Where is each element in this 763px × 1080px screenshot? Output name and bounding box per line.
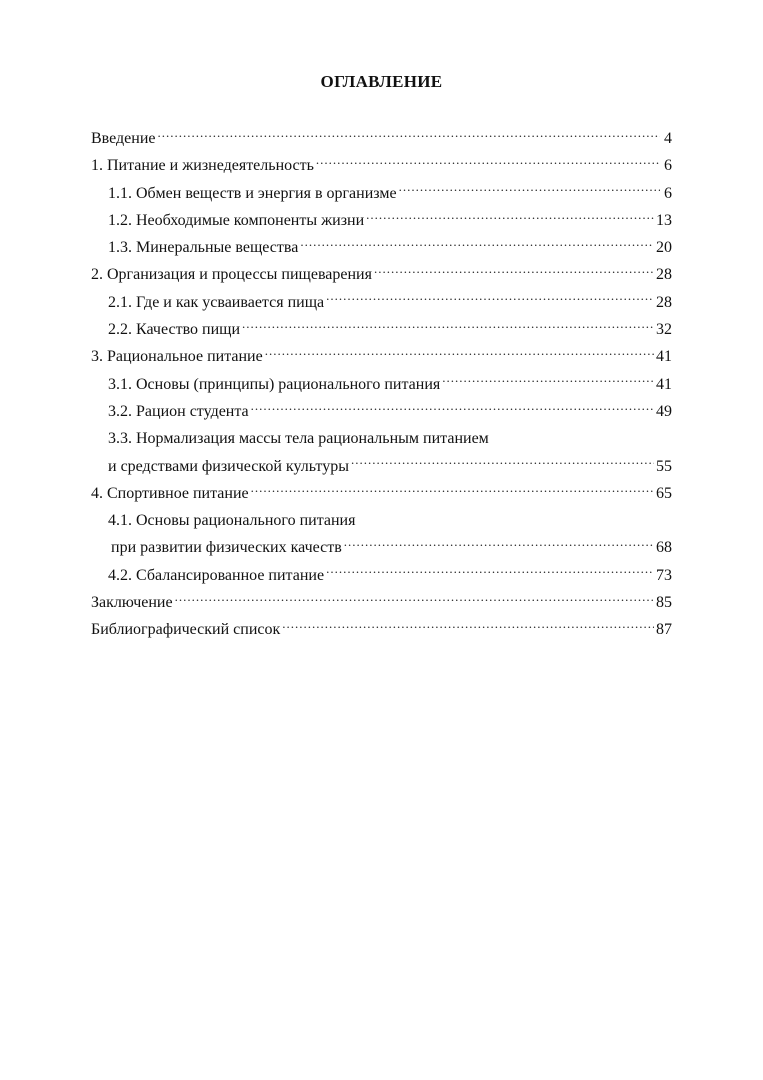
toc-entry-text: 3. Рациональное питание — [91, 348, 263, 366]
toc-entry-text: 4.2. Сбалансированное питание — [108, 566, 325, 584]
toc-entry-text: 3.3. Нормализация массы тела рациональным питанием — [108, 430, 489, 448]
toc-page-number: 49 — [656, 402, 672, 420]
toc-page-number: 68 — [656, 539, 672, 557]
toc-entry-text: 4.1. Основы рационального питания — [108, 512, 356, 530]
toc-page-number: 20 — [656, 239, 672, 257]
toc-entry-section-3-2[interactable] — [91, 398, 672, 425]
toc-entry-section-1-1[interactable] — [91, 180, 672, 207]
toc-entry-chapter-2[interactable] — [91, 261, 672, 288]
toc-page-number: 4 — [664, 130, 672, 147]
toc-page-number: 32 — [656, 321, 672, 339]
toc-entry-text: 1.1. Обмен веществ и энергия в организме — [108, 184, 397, 202]
toc-entry-chapter-1[interactable] — [91, 152, 672, 179]
toc-entry-section-4-1-continuation[interactable] — [91, 534, 672, 561]
toc-leader-dots — [282, 618, 654, 634]
toc-entry-text-continued: и средствами физической культуры — [108, 457, 349, 475]
toc-entry-section-3-3[interactable] — [91, 425, 672, 452]
toc-leader-dots — [374, 263, 654, 279]
toc-page-number: 6 — [664, 184, 672, 202]
toc-entry-text: 1. Питание и жизнедеятельность — [91, 157, 314, 175]
toc-entry-text: 3.2. Рацион студента — [108, 402, 249, 420]
page-title: ОГЛАВЛЕНИЕ — [320, 72, 443, 91]
toc-entry-introduction[interactable] — [91, 125, 672, 152]
toc-entry-chapter-3[interactable] — [91, 343, 672, 370]
toc-entry-text: 1.3. Минеральные вещества — [108, 239, 299, 257]
toc-leader-dots — [251, 400, 654, 416]
toc-page-number: 85 — [656, 594, 672, 612]
toc-page-number: 28 — [656, 293, 672, 311]
toc-entry-text: 4. Спортивное питание — [91, 484, 249, 502]
toc-entry-text: Библиографический список — [91, 621, 281, 639]
toc-leader-dots — [344, 536, 654, 552]
toc-leader-dots — [326, 291, 654, 307]
toc-entry-text-continued: при развитии физических качеств — [111, 539, 342, 557]
toc-entry-chapter-4[interactable] — [91, 480, 672, 507]
toc-page-number: 41 — [656, 348, 672, 366]
toc-page-number: 41 — [656, 375, 672, 393]
toc-entry-section-3-1[interactable] — [91, 371, 672, 398]
toc-page-number: 65 — [656, 484, 672, 502]
toc-leader-dots — [316, 154, 660, 170]
toc-entry-section-2-2[interactable] — [91, 316, 672, 343]
toc-leader-dots — [300, 236, 654, 252]
toc-leader-dots — [442, 373, 654, 389]
toc-entry-text: 2. Организация и процессы пищеварения — [91, 266, 372, 284]
toc-entry-text: Заключение — [91, 594, 173, 612]
toc-page-number: 28 — [656, 266, 672, 284]
toc-page-number: 55 — [656, 457, 672, 475]
toc-entry-section-2-1[interactable] — [91, 289, 672, 316]
toc-entry-section-1-2[interactable] — [91, 207, 672, 234]
toc-entry-text: Введение — [91, 130, 156, 147]
toc-entry-bibliography[interactable] — [91, 616, 672, 643]
toc-entry-section-4-2[interactable] — [91, 562, 672, 589]
toc-entry-section-1-3[interactable] — [91, 234, 672, 261]
toc-page-number: 73 — [656, 566, 672, 584]
toc-page-number: 87 — [656, 621, 672, 639]
toc-leader-dots — [326, 564, 654, 580]
toc-entry-text: 3.1. Основы (принципы) рационального питания — [108, 375, 441, 393]
toc-entry-section-4-1[interactable] — [91, 507, 672, 534]
toc-leader-dots — [175, 591, 654, 607]
toc-page-number: 6 — [664, 157, 672, 175]
table-of-contents — [91, 125, 672, 644]
toc-leader-dots — [399, 182, 660, 198]
toc-leader-dots — [265, 345, 654, 361]
toc-entry-conclusion[interactable] — [91, 589, 672, 616]
toc-entry-text: 2.2. Качество пищи — [108, 321, 241, 339]
toc-entry-section-3-3-continuation[interactable] — [91, 453, 672, 480]
toc-leader-dots — [351, 455, 654, 471]
toc-page-number: 13 — [656, 211, 672, 229]
toc-leader-dots — [158, 127, 661, 143]
toc-entry-text: 2.1. Где и как усваивается пища — [108, 293, 325, 311]
toc-leader-dots — [366, 209, 654, 225]
toc-entry-text: 1.2. Необходимые компоненты жизни — [108, 211, 365, 229]
toc-leader-dots — [251, 482, 654, 498]
toc-leader-dots — [242, 318, 654, 334]
